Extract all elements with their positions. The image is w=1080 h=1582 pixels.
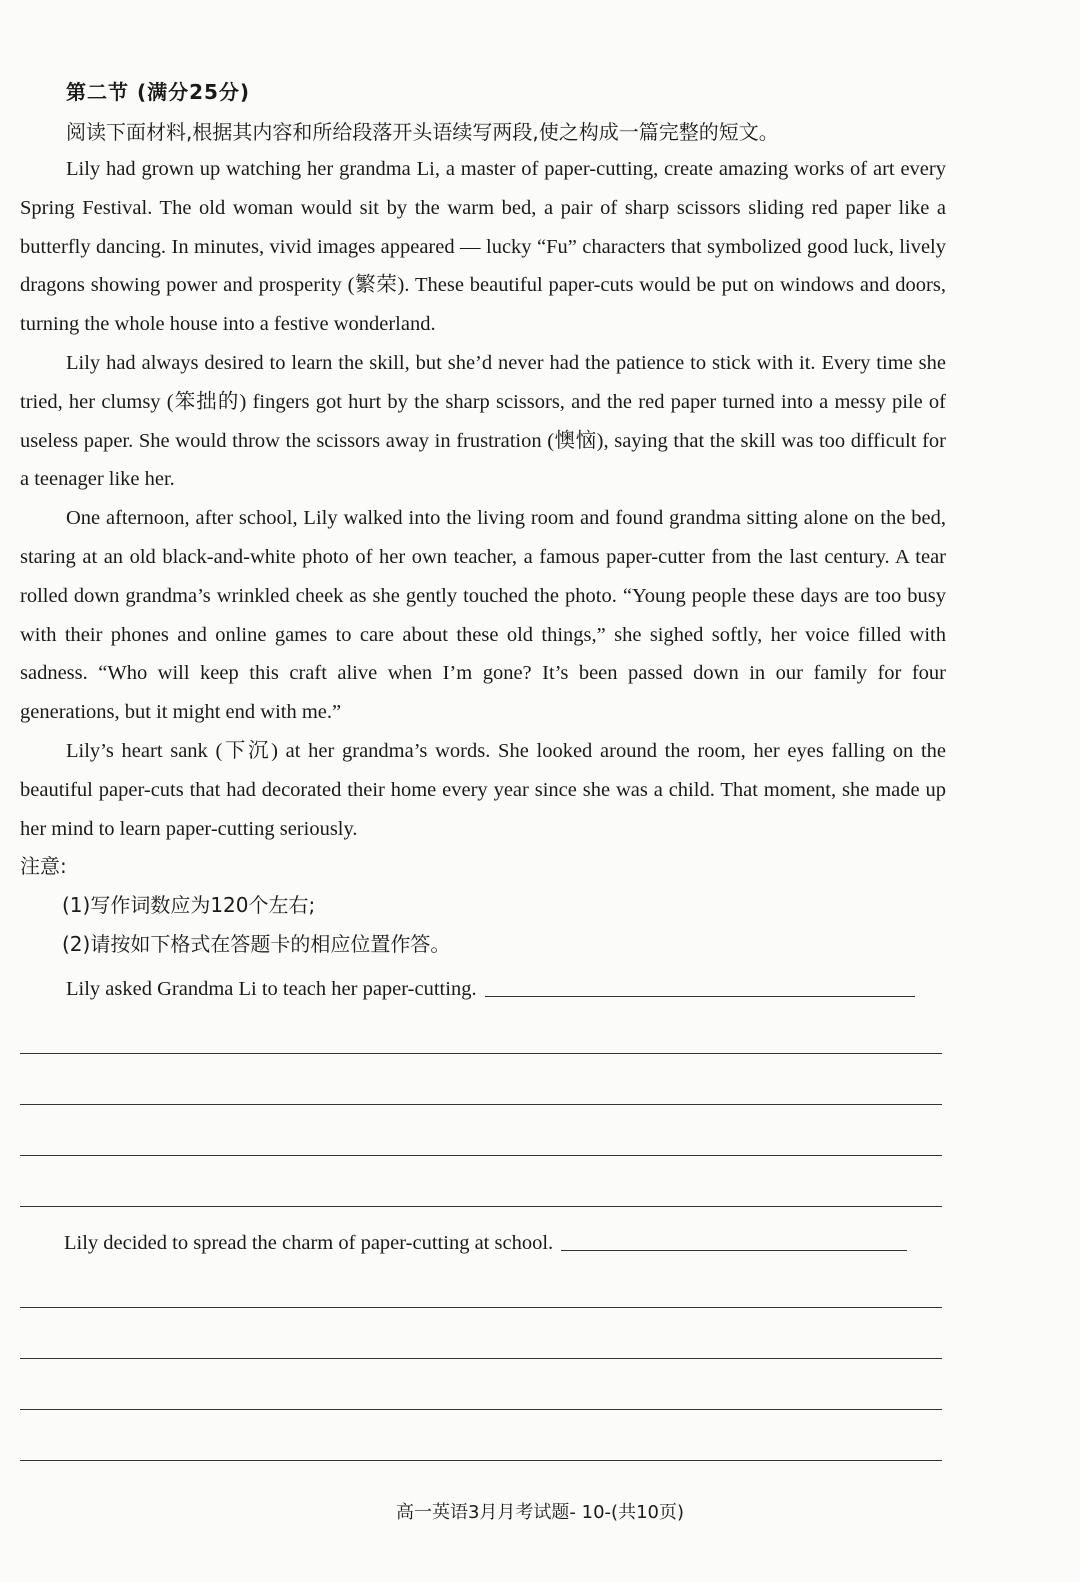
starter-1-text: Lily asked Grandma Li to teach her paper-cutting. [66,978,477,1000]
starter-1-blank[interactable] [485,995,915,997]
section-instruction: 阅读下面材料,根据其内容和所给段落开头语续写两段,使之构成一篇完整的短文。 [66,120,779,144]
starter-2-blank[interactable] [561,1249,907,1251]
passage-paragraph-3: One afternoon, after school, Lily walked into the living room and found grandma sitting alone on the bed, staring at an old black-and-white photo of her own teacher, a famous paper-cutter from the last century. A tear rolled down grandma’s wrinkled cheek as she gently touched the photo. “Young people these days are too busy with their phones and online games to care about these old things,” she sighed softly, her voice filled with sadness. “Who will keep this craft alive when I’m gone? It’s been passed down in our family for four generations, but it might end with me.” [20,507,946,724]
starter-2-text: Lily decided to spread the charm of paper-cutting at school. [64,1232,554,1254]
paragraph-starter-2 [64,1232,907,1255]
reading-passage [20,150,946,848]
answer-line[interactable] [20,1053,942,1054]
section-title: 第二节 (满分25分) [66,80,251,104]
answer-line[interactable] [20,1358,942,1359]
note-item-word-count: (1)写作词数应为120个左右; [62,893,316,917]
paragraph-starter-1 [66,978,915,1001]
passage-paragraph-2: Lily had always desired to learn the skill, but she’d never had the patience to stick with it. Every time she tried, her clumsy (笨拙的) fingers got hurt by the sharp scissors, and the red paper turned into a messy pile of useless paper. She would throw the scissors away in frustration (懊恼), saying that the skill was too difficult for a teenager like her. [20,351,946,491]
answer-line[interactable] [20,1104,942,1105]
notes-label: 注意: [20,854,67,878]
answer-line[interactable] [20,1409,942,1410]
page-footer: 高一英语3月月考试题- 10-(共10页) [395,1502,685,1523]
passage-paragraph-1: Lily had grown up watching her grandma Li, a master of paper-cutting, create amazing works of art every Spring Festival. The old woman would sit by the warm bed, a pair of sharp scissors sliding red paper like a butterfly dancing. In minutes, vivid images appeared — lucky “Fu” characters that symbolized good luck, lively dragons showing power and prosperity (繁荣). These beautiful paper-cuts would be put on windows and doors, turning the whole house into a festive wonderland. [20,158,946,336]
passage-paragraph-4: Lily’s heart sank (下沉) at her grandma’s words. She looked around the room, her eyes falling on the beautiful paper-cuts that had decorated their home every year since she was a child. That moment, she made up her mind to learn paper-cutting seriously. [20,739,946,840]
answer-line[interactable] [20,1460,942,1461]
answer-line[interactable] [20,1307,942,1308]
note-item-format: (2)请按如下格式在答题卡的相应位置作答。 [62,932,451,956]
answer-line[interactable] [20,1206,942,1207]
answer-line[interactable] [20,1155,942,1156]
